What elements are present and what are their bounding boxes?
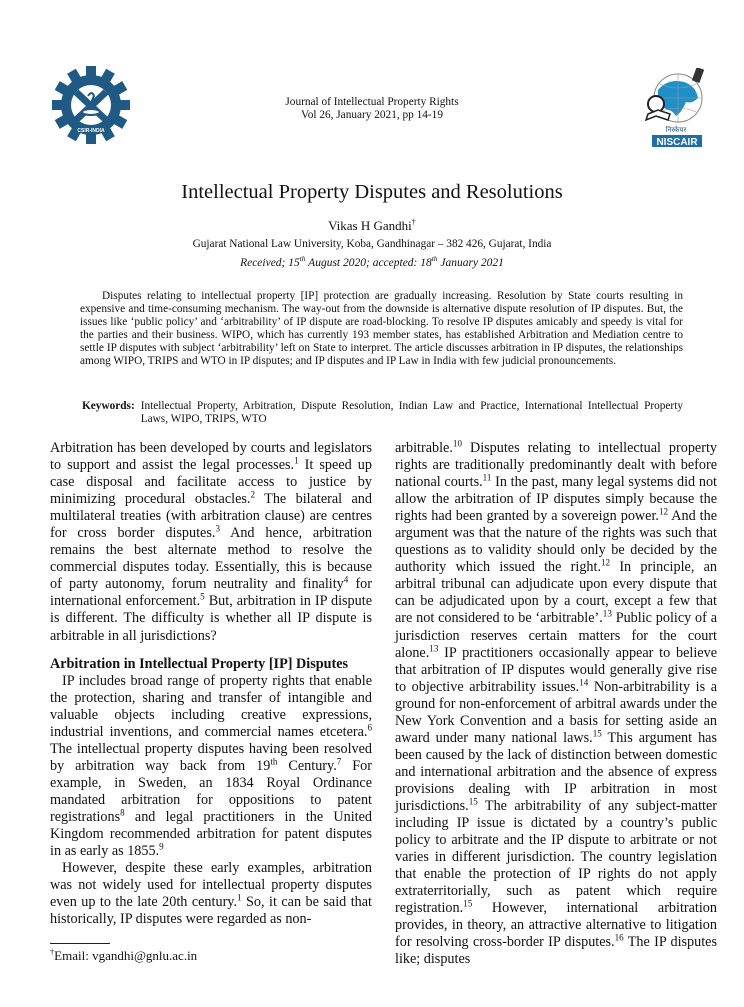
citation-sup: 12 bbox=[658, 506, 669, 517]
footnote-mark: † bbox=[50, 947, 55, 957]
csir-gear-icon bbox=[52, 66, 130, 144]
author-line bbox=[150, 218, 594, 234]
citation-sup: 2 bbox=[250, 489, 255, 500]
author-footnote-mark: † bbox=[411, 217, 416, 227]
citation-sup: 14 bbox=[579, 676, 589, 687]
citation-sup: 15 bbox=[463, 898, 473, 909]
body-paragraph: However, despite these early examples, arbitration was not widely used for intellectual property disputes even up to the late 20th century.$^1$ So, it can be said that historically, IP disputes were regarded as non- bbox=[50, 860, 372, 928]
citation-sup: 1 bbox=[237, 892, 242, 903]
right-column bbox=[395, 440, 717, 968]
footnote-divider bbox=[50, 943, 110, 944]
body-paragraph: arbitrable.$^{10}$ Disputes relating to intellectual property rights are traditionally predominantly dealt with before national courts.$^{11}$ In the past, many legal systems did not allow the arbitration of IP disputes simply because the rights had been granted by a sovereign power.$^{12}$ And the argument was that the nature of the rights was such that questions as to validity should only be decided by the authority which issued the right.$^{12}$ In principle, an arbitral tribunal can adjudicate upon every dispute that can be adjudicated upon by a court, except a few that are not considered to be ‘arbitrable’.$^{13}$ Public policy of a jurisdiction reserves certain matters for the court alone.$^{13}$ IP practitioners occasionally appear to believe that arbitration of IP disputes would generally give rise to objective arbitrability issues.$^{14}$ Non-arbitrability is a ground for non-enforcement of arbitral awards under the New York Convention and a basis for setting aside an award under many national laws.$^{15}$ This argument has been caused by the lack of distinction between domestic and international arbitration and the absence of express provisions dealing with IP arbitration in most jurisdictions.$^{15}$ The arbitrability of any subject-matter including IP issue is dictated by a country’s public policy to arbitrate and the IP dispute to arbitrate or not varies in different jurisdiction. The country legislation that enable the protection of IP rights do not apply extraterritorially, such as patent which require registration.$^{15}$ However, international arbitration provides, in theory, an attractive alternative to litigation for resolving cross-border IP disputes.$^{16}$ The IP disputes like; disputes bbox=[395, 438, 718, 968]
citation-sup: 11 bbox=[482, 472, 492, 483]
citation-sup: 6 bbox=[367, 722, 372, 733]
author-name: Vikas H Gandhi bbox=[328, 218, 412, 233]
body-paragraph: IP includes broad range of property rights that enable the protection, sharing and transfer of intangible and valuable objects including creative expressions, industrial inventions, and commercial names etcetera.$^6$ The intellectual property disputes having been resolved by arbitration way back from 19th Century.$^7$ For example, in Sweden, an 1834 Royal Ordinance mandated arbitration for oppositions to patent registrations$^8$ and legal practitioners in the United Kingdom recommended arbitration for patent disputes in as early as 1855.$^9$ bbox=[50, 672, 372, 860]
keywords-label: Keywords: bbox=[82, 400, 135, 412]
csir-logo bbox=[52, 66, 130, 144]
citation-sup: 1 bbox=[294, 455, 299, 466]
citation-sup: 15 bbox=[468, 796, 478, 807]
niscair-logo bbox=[640, 68, 712, 148]
svg-text:CSIR-INDIA: CSIR-INDIA bbox=[77, 128, 105, 134]
citation-sup: 10 bbox=[452, 438, 462, 449]
citation-sup: 9 bbox=[159, 841, 164, 852]
volume-info: Vol 26, January 2021, pp 14-19 bbox=[301, 109, 443, 121]
citation-sup: 8 bbox=[120, 807, 125, 818]
citation-sup: 16 bbox=[614, 932, 624, 943]
journal-header bbox=[200, 96, 544, 122]
affiliation: Gujarat National Law University, Koba, Gandhinagar – 382 426, Gujarat, India bbox=[192, 238, 552, 250]
svg-text:निस्केयर: निस्केयर bbox=[665, 126, 687, 134]
citation-sup: 12 bbox=[601, 557, 611, 568]
left-column bbox=[50, 440, 372, 928]
niscair-globe-icon bbox=[640, 68, 712, 148]
citation-sup: 13 bbox=[602, 608, 612, 619]
footnote bbox=[50, 948, 197, 964]
ordinal-sup: th bbox=[299, 254, 306, 264]
citation-sup: 3 bbox=[215, 523, 220, 534]
article-dates bbox=[120, 256, 624, 270]
section-heading: Arbitration in Intellectual Property [IP] Disputes bbox=[50, 655, 349, 672]
citation-sup: 13 bbox=[429, 642, 439, 653]
abstract: Disputes relating to intellectual property [IP] protection are gradually increasing. Resolution by State courts resulting in expensive and time-consuming mechanism. The way-out from the downside is alternative dispute resolution of IP disputes. But, the issues like ‘public policy’ and ‘arbitrability’ of IP dispute are road-blocking. To resolve IP disputes amicably and speedy is vital for the parties and their business. WIPO, which has currently 193 member states, has established Arbitration and Mediation centre to settle IP disputes with subject ‘arbitrability’ left on State to interpret. The article discusses arbitration in IP disputes, the relationships among WIPO, TRIPS and WTO in IP disputes; and IP disputes and IP Law in India with few judicial pronouncements. bbox=[80, 290, 683, 368]
intro-paragraph: Arbitration has been developed by courts and legislators to support and assist the legal processes.$^1$ It speed up case disposal and facilitate access to justice by minimizing procedural obstacles.$^2$ The bilateral and multilateral treaties (with arbitration clause) are centres for cross border disputes.$^3$ And hence, arbitration remains the best alternate method to resolve the commercial disputes today. Essentially, this is because of party autonomy, forum neutrality and finality$^4$ for international enforcement.$^5$ But, arbitration in IP dispute is different. The difficulty is whether all IP dispute is arbitrable in all jurisdictions? bbox=[50, 440, 372, 644]
citation-sup: 7 bbox=[336, 756, 342, 767]
author-email: Email: vgandhi@gnlu.ac.in bbox=[54, 948, 198, 963]
citation-sup: 4 bbox=[343, 574, 349, 585]
keywords bbox=[82, 400, 683, 426]
svg-text:NISCAIR: NISCAIR bbox=[656, 137, 698, 148]
keywords-list: Intellectual Property, Arbitration, Dispute Resolution, Indian Law and Practice, International Intellectual Property Laws, WIPO, TRIPS, WTO bbox=[140, 400, 683, 425]
citation-sup: th bbox=[270, 756, 278, 767]
article-title: Intellectual Property Disputes and Resolutions bbox=[181, 181, 563, 203]
citation-sup: 15 bbox=[592, 728, 602, 739]
citation-sup: 5 bbox=[200, 591, 205, 602]
accepted-year: January 2021 bbox=[437, 257, 504, 269]
journal-name: Journal of Intellectual Property Rights bbox=[285, 96, 459, 108]
ordinal-sup: th bbox=[431, 254, 438, 264]
received-date: Received; 15 bbox=[240, 257, 300, 269]
accepted-date: August 2020; accepted: 18 bbox=[305, 257, 432, 269]
